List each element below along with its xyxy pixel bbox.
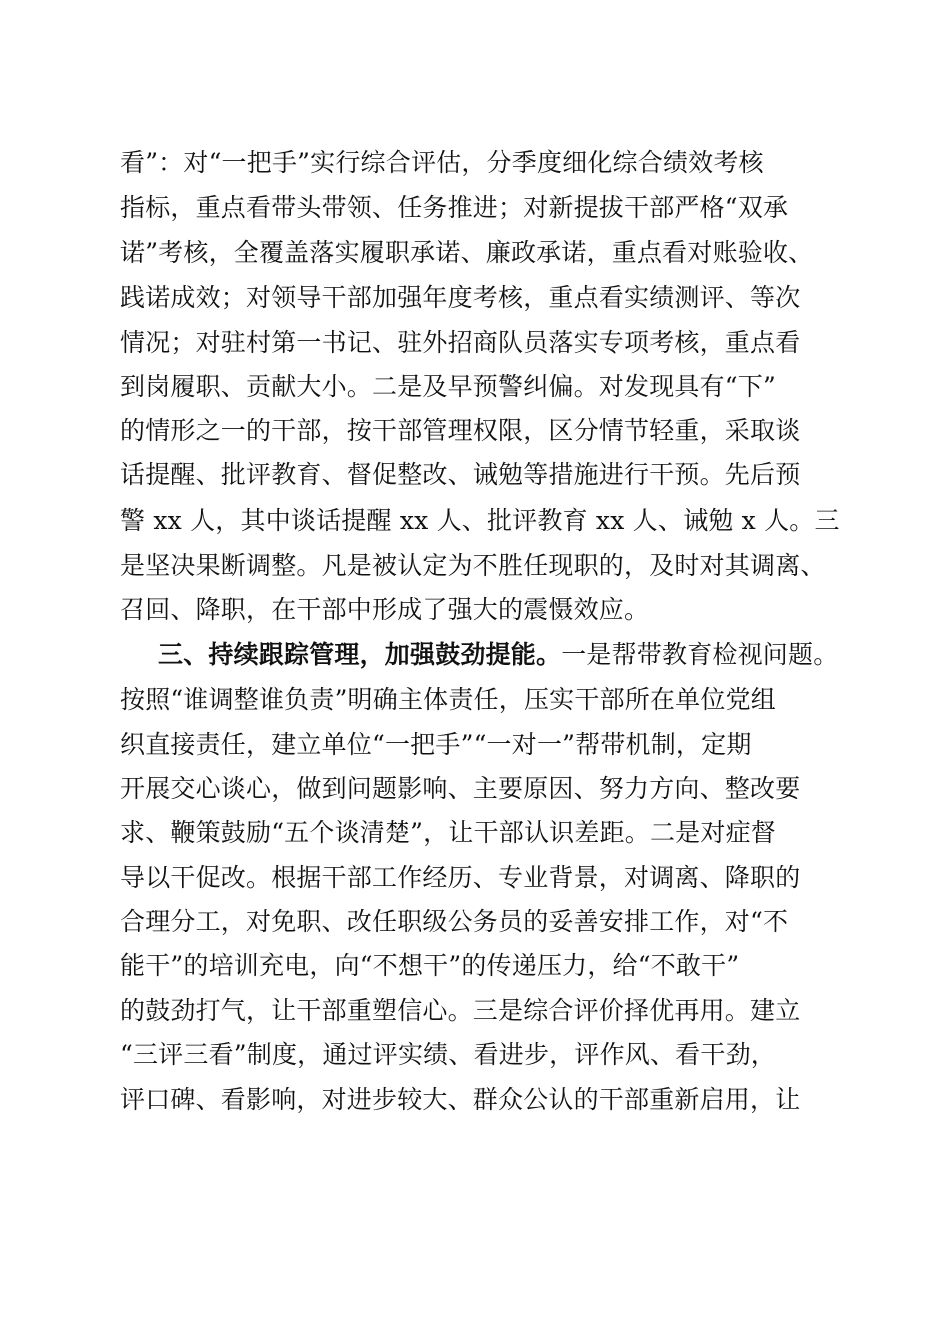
body-line: 按照“谁调整谁负责”明确主体责任，压实干部所在单位党组 [120, 685, 776, 714]
body-line: 话提醒、批评教育、督促整改、诫勉等措施进行干预。先后预 [120, 460, 801, 489]
body-line: 是坚决果断调整。凡是被认定为不胜任现职的，及时对其调离、 [120, 551, 826, 580]
body-line: 织直接责任，建立单位“一把手”“一对一”帮带机制，定期 [120, 730, 752, 759]
body-line: “三评三看”制度，通过评实绩、看进步，评作风、看干劲， [120, 1040, 776, 1069]
body-line: 合理分工，对免职、改任职级公务员的妥善安排工作，对“不 [120, 907, 789, 936]
body-line: 导以干促改。根据干部工作经历、专业背景，对调离、降职的 [120, 863, 801, 892]
body-line: 警 xx 人，其中谈话提醒 xx 人、批评教育 xx 人、诫勉 x 人。三 [120, 506, 840, 535]
body-line: 的情形之一的干部，按干部管理权限，区分情节轻重，采取谈 [120, 416, 801, 445]
body-line: 开展交心谈心，做到问题影响、主要原因、努力方向、整改要 [120, 774, 801, 803]
body-line: 求、鞭策鼓励“五个谈清楚”，让干部认识差距。二是对症督 [120, 818, 776, 847]
section-3-first-line [158, 635, 868, 675]
body-line: 诺”考核，全覆盖落实履职承诺、廉政承诺，重点看对账验收、 [120, 238, 814, 267]
section-3-first-line-text: 一是帮带教育检视问题。 [561, 640, 839, 669]
body-line: 情况；对驻村第一书记、驻外招商队员落实专项考核，重点看 [120, 328, 801, 357]
section-3-heading: 三、持续跟踪管理，加强鼓劲提能。 [158, 640, 562, 669]
body-line: 的鼓劲打气，让干部重塑信心。三是综合评价择优再用。建立 [120, 996, 801, 1025]
body-line: 指标，重点看带头带领、任务推进；对新提拔干部严格“双承 [120, 193, 789, 222]
body-line: 践诺成效；对领导干部加强年度考核，重点看实绩测评、等次 [120, 283, 801, 312]
body-line: 召回、降职，在干部中形成了强大的震慑效应。 [120, 595, 650, 624]
body-line: 能干”的培训充电，向“不想干”的传递压力，给“不敢干” [120, 951, 740, 980]
body-line: 看”：对“一把手”实行综合评估，分季度细化综合绩效考核 [120, 148, 764, 177]
body-line: 评口碑、看影响，对进步较大、群众公认的干部重新启用，让 [120, 1085, 801, 1114]
body-line: 到岗履职、贡献大小。二是及早预警纠偏。对发现具有“下” [120, 372, 776, 401]
